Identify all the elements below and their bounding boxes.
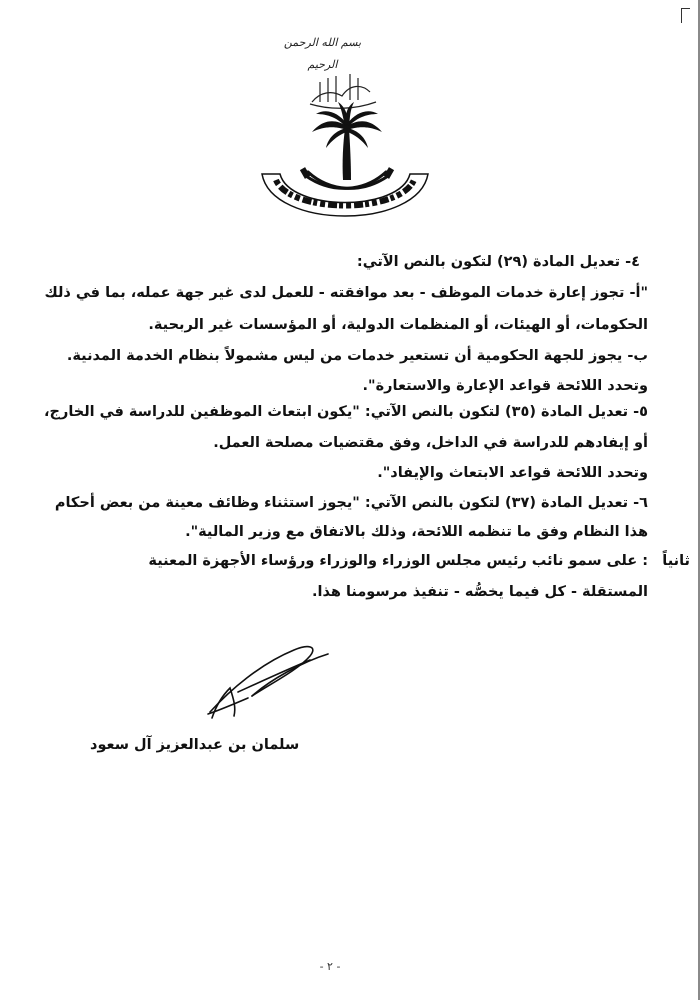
saudi-emblem-icon (250, 62, 440, 244)
crop-mark (681, 8, 690, 23)
signer-name: سلمان بن عبدالعزيز آل سعود (90, 737, 300, 753)
handwritten-signature (190, 640, 340, 730)
amendment-4-heading: ٤- تعديل المادة (٢٩) لتكون بالنص الآتي: (356, 254, 640, 270)
amendment-4-clause-a-cont: الحكومات، أو الهيئات، أو المنظمات الدولية، أو المؤسسات غير الربحية. (148, 317, 648, 333)
basmala: بسم الله الرحمن الرحيم (283, 36, 362, 71)
amendment-4-clause-a: "أ- تجوز إعارة خدمات الموظف - بعد موافقته - للعمل لدى غير جهة عمله، بما في ذلك (44, 285, 648, 301)
section-second-label: ثانياً (662, 553, 690, 569)
amendment-4-clause-b: ب- يجوز للجهة الحكومية أن تستعير خدمات من ليس مشمولاً بنظام الخدمة المدنية. (66, 348, 648, 364)
amendment-5-heading: ٥- تعديل المادة (٣٥) لتكون بالنص الآتي: "يكون ابتعاث الموظفين للدراسة في الخارج، (44, 404, 648, 420)
section-second-text-cont: المستقلة - كل فيما يخصُّه - تنفيذ مرسومنا هذا. (312, 584, 648, 600)
amendment-4-regulation: وتحدد اللائحة قواعد الإعارة والاستعارة". (362, 378, 648, 394)
amendment-6-heading: ٦- تعديل المادة (٣٧) لتكون بالنص الآتي: "يجوز استثناء وظائف معينة من بعض أحكام (54, 495, 648, 511)
section-second-text: : على سمو نائب رئيس مجلس الوزراء والوزراء ورؤساء الأجهزة المعنية (148, 553, 648, 569)
page-number: - ٢ - (319, 960, 341, 973)
amendment-5-regulation: وتحدد اللائحة قواعد الابتعاث والإيفاد". (377, 465, 648, 481)
amendment-6-cont: هذا النظام وفق ما تنظمه اللائحة، وذلك بالاتفاق مع وزير المالية". (185, 524, 648, 540)
amendment-5-cont: أو إيفادهم للدراسة في الداخل، وفق مقتضيات مصلحة العمل. (213, 435, 648, 451)
